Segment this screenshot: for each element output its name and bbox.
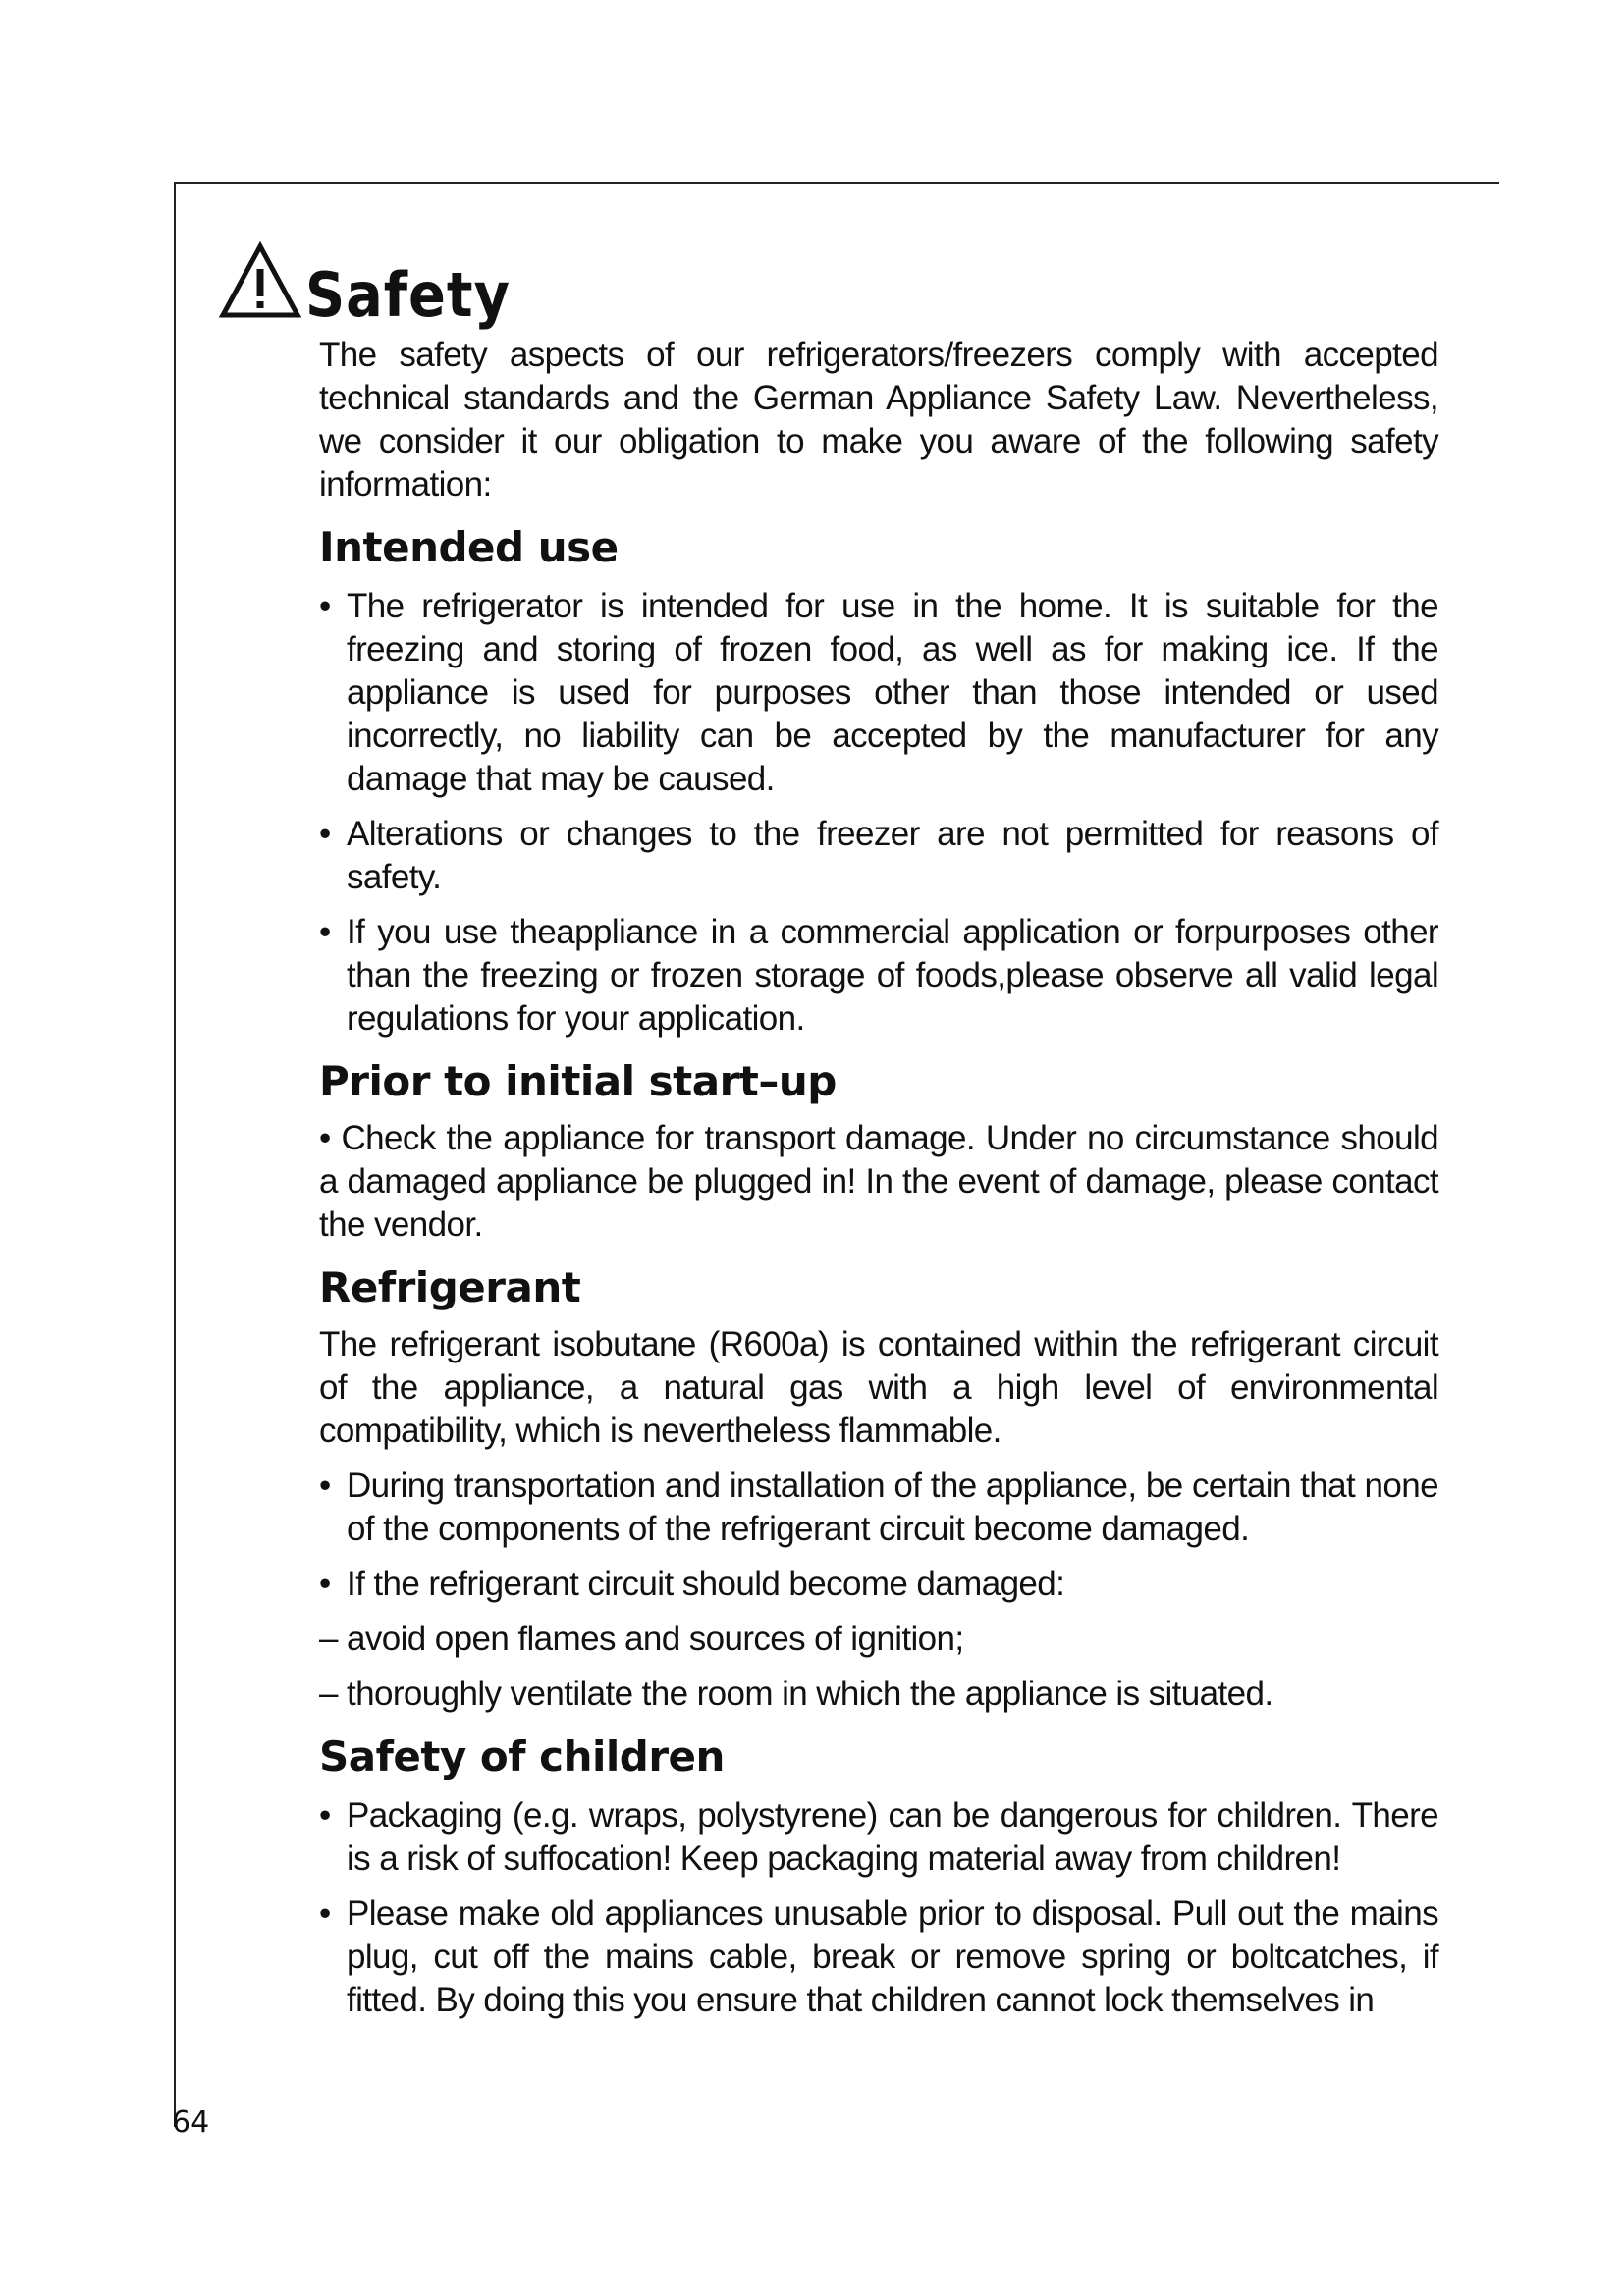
list-item	[319, 585, 1438, 801]
list-item-text: Alterations or changes to the freezer are not permitted for reasons of safety.	[347, 815, 1438, 896]
list-item-text: Packaging (e.g. wraps, polystyrene) can be dangerous for children. There is a risk of suffocation! Keep packaging material away from children!	[347, 1796, 1438, 1878]
bullet-mark: •	[319, 1895, 331, 1933]
bullet-mark: •	[319, 1796, 331, 1835]
section-heading-refrigerant: Refrigerant	[319, 1263, 581, 1311]
refrigerant-paragraph: The refrigerant isobutane (R600a) is contained within the refrigerant circuit of the appliance, a natural gas with a high level of environmental compatibility, which is nevertheless flammable.	[319, 1325, 1438, 1450]
prior-startup-paragraph: • Check the appliance for transport damage. Under no circumstance should a damaged appliance be plugged in! In the event of damage, please contact the vendor.	[319, 1119, 1438, 1244]
list-item-text: During transportation and installation of the appliance, be certain that none of the components of the refrigerant circuit become damaged.	[347, 1467, 1438, 1548]
bullet-mark: •	[319, 1467, 331, 1505]
page-frame-left-rule	[174, 182, 176, 2127]
dash-item: – thoroughly ventilate the room in which the appliance is situated.	[319, 1675, 1273, 1713]
list-item-text: If you use theappliance in a commercial application or forpurposes other than the freezing or frozen storage of foods,please observe all valid legal regulations for your application.	[347, 913, 1438, 1038]
list-item-text: Please make old appliances unusable prior to disposal. Pull out the mains plug, cut off the mains cable, break or remove spring or boltcatches, if fitted. By doing this you ensure that children cannot lock themselves in	[347, 1895, 1438, 2019]
page-title-row	[219, 218, 511, 331]
list-item	[319, 1563, 1438, 1606]
page-number: 64	[172, 2106, 210, 2140]
page-frame-top-rule	[174, 182, 1499, 184]
list-item	[319, 1893, 1438, 2022]
list-item-text: If the refrigerant circuit should become damaged:	[347, 1565, 1065, 1603]
bullet-mark: •	[319, 913, 331, 951]
dash-item: – avoid open flames and sources of ignition;	[319, 1620, 964, 1658]
bullet-mark: •	[319, 815, 331, 853]
section-heading-prior-startup: Prior to initial start–up	[319, 1057, 837, 1105]
section-heading-safety-of-children: Safety of children	[319, 1733, 725, 1781]
page-content	[319, 334, 1438, 2022]
warning-triangle-icon	[219, 241, 301, 320]
bullet-mark: •	[319, 587, 331, 625]
list-item	[319, 1794, 1438, 1881]
intro-paragraph: The safety aspects of our refrigerators/freezers comply with accepted technical standards and the German Appliance Safety Law. Nevertheless, we consider it our obligation to make you aware of the following safety information:	[319, 336, 1438, 504]
page-title: Safety	[305, 259, 511, 331]
list-item-text: The refrigerator is intended for use in the home. It is suitable for the freezing and storing of frozen food, as well as for making ice. If the appliance is used for purposes other than those intended or used incorrectly, no liability can be accepted by the manufacturer for any damage that may be caused.	[347, 587, 1438, 798]
list-item	[319, 813, 1438, 899]
bullet-mark: •	[319, 1565, 331, 1603]
list-item	[319, 1465, 1438, 1551]
section-heading-intended-use: Intended use	[319, 523, 619, 571]
list-item	[319, 911, 1438, 1041]
